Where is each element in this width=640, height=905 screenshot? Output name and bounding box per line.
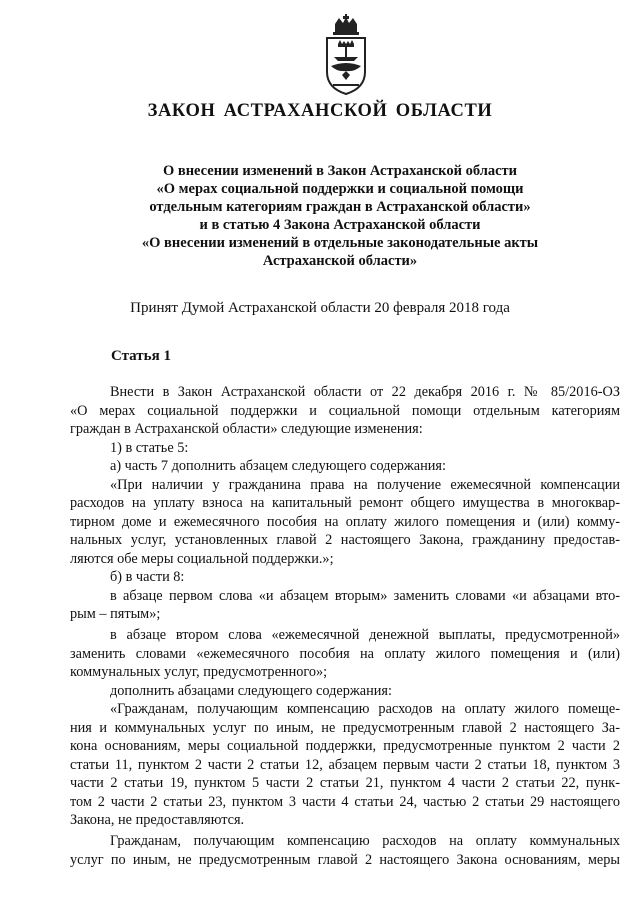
text-line: рым – пятым»; (70, 606, 161, 622)
text-line: Гражданам, получающим компенсацию расходов на оплату коммунальных (110, 833, 620, 849)
text-line: «При наличии у гражданина права на получение ежемесячной компенсации (110, 476, 620, 493)
subtitle-line: О внесении изменений в Закон Астраханской области (162, 163, 518, 179)
adoption-note: Принят Думой Астраханской области 20 февраля 2018 года (130, 300, 510, 316)
text-line: части 2 статьи 19, пунктом 5 части 2 статьи 21, пунктом 4 части 2 статьи 22, пунк- (70, 775, 620, 791)
law-subtitle (60, 162, 620, 270)
text-line: а) часть 7 дополнить абзацем следующего содержания: (110, 458, 446, 474)
text-line: том 2 части 2 статьи 23, пунктом 3 части 4 статьи 24, частью 2 статьи 29 настоящего (70, 793, 620, 810)
text-line: Закона, не предоставляются. (70, 812, 245, 828)
subtitle-line: «О внесении изменений в отдельные законодательные акты (141, 235, 539, 251)
subtitle-line: и в статью 4 Закона Астраханской области (199, 217, 481, 233)
text-line: заменить словами «ежемесячного пособия на оплату жилого помещения и (или) (70, 645, 620, 662)
text-line: ния и коммунальных услуг по иным, не предусмотренным главой 2 настоящего За- (70, 719, 620, 736)
text-line: граждан в Астраханской области» следующие изменения: (70, 421, 423, 437)
text-line: 1) в статье 5: (110, 439, 189, 456)
text-line: в абзаце первом слова «и абзацем вторым» заменить словами «и абзацами вто- (110, 587, 620, 604)
subtitle-line: отдельным категориям граждан в Астраханской области» (149, 199, 531, 215)
text-line: «О мерах социальной поддержки и социальной помощи отдельным категориям (70, 402, 620, 419)
coat-of-arms-icon (321, 14, 371, 96)
text-line: кона основаниям, меры социальной поддержки, предусмотренные пунктом 2 части 2 (70, 738, 620, 754)
text-line: коммунальных услуг, предусмотренного»; (70, 664, 328, 680)
text-line: статьи 11, пунктом 2 части 2 статьи 12, абзацем первым части 2 статьи 18, пунктом 3 (70, 756, 620, 773)
text-line: ляются обе меры социальной поддержки.»; (70, 550, 334, 567)
text-line: Внести в Закон Астраханской области от 22 декабря 2016 г. № 85/2016-ОЗ (110, 384, 620, 400)
text-line: услуг по иным, не предусмотренным главой 2 настоящего Закона основаниям, меры (70, 851, 620, 868)
text-line: тирном доме и ежемесячного пособия на оплату жилого помещения и (или) комму- (70, 513, 620, 530)
text-line: нальных услуг, установленных главой 2 настоящего Закона, гражданину предостав- (70, 532, 620, 548)
text-line: в абзаце втором слова «ежемесячной денежной выплаты, предусмотренной» (110, 627, 620, 643)
text-line: расходов на уплату взноса на капитальный ремонт общего имущества в многоквар- (70, 495, 620, 511)
text-line: «Гражданам, получающим компенсацию расходов на оплату жилого помеще- (110, 701, 620, 717)
subtitle-line: Астраханской области» (262, 253, 418, 269)
law-title: ЗАКОН АСТРАХАНСКОЙ ОБЛАСТИ (147, 101, 493, 121)
subtitle-line: «О мерах социальной поддержки и социальной помощи (156, 181, 524, 197)
text-line: дополнить абзацами следующего содержания: (110, 682, 392, 699)
article-heading: Статья 1 (111, 348, 171, 364)
article-body (70, 383, 620, 869)
text-line: б) в части 8: (110, 569, 185, 585)
